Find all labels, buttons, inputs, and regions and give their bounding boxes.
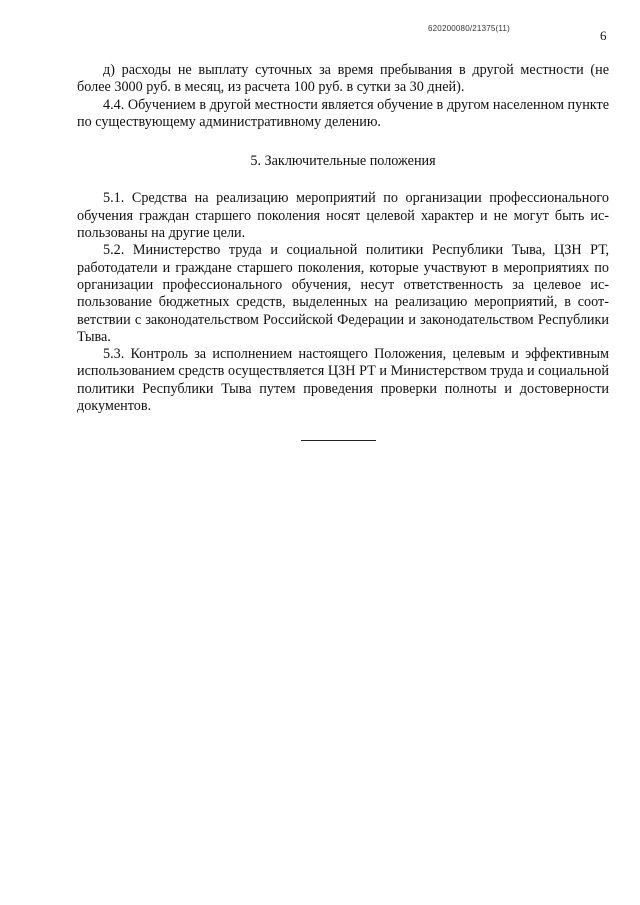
paragraph-5-2: 5.2. Министерство труда и социальной политики Республики Тыва, ЦЗН РТ, работодатели и граждане старшего поколения, которые участвуют в мероприятиях по организации профессионального обучения, несут ответственность за целевое использование бюджетных средств, выделенных на реализацию мероприятий, в соответствии с законодательством Российской Федерации и законодательством Республики Тыва. (77, 242, 609, 345)
document-body (77, 62, 609, 415)
page-number: 6 (600, 28, 607, 43)
section-title: 5. Заключительные положения (250, 153, 436, 170)
end-divider (301, 440, 376, 441)
paragraph-5-1: 5.1. Средства на реализацию мероприятий по организации профессионального обучения граждан старшего поколения носят целевой характер и не могут быть использованы на другие цели. (77, 190, 609, 242)
paragraph-4-4: 4.4. Обучением в другой местности является обучение в другом населенном пункте по существующему административному делению. (77, 96, 609, 130)
paragraph-5-3: 5.3. Контроль за исполнением настоящего Положения, целевым и эффективным использованием средств осуществляется ЦЗН РТ и Министерством труда и социальной политики Республики Тыва путем проведения проверки полноты и достоверности документов. (77, 346, 609, 415)
paragraph-d: д) расходы не выплату суточных за время пребывания в другой местности (не более 3000 руб. в месяц, из расчета 100 руб. в сутки за 30 дней). (77, 62, 609, 96)
document-id: 620200080/21375(11) (428, 24, 510, 33)
